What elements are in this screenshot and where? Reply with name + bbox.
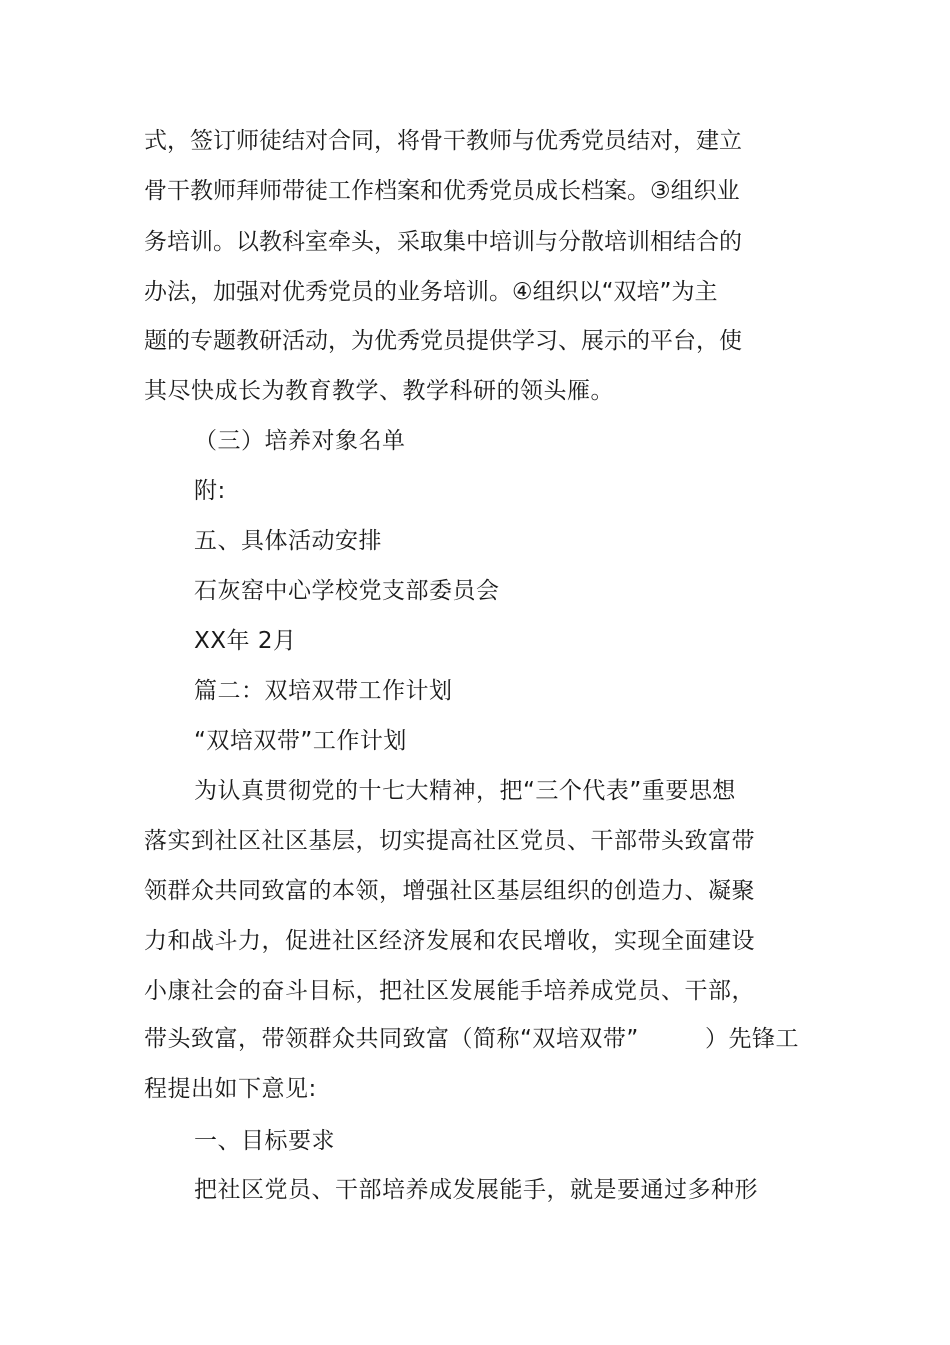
document-title: “双培双带”工作计划: [194, 728, 407, 754]
section-heading: （三）培养对象名单: [194, 428, 406, 454]
body-text-line: 办法，加强对优秀党员的业务培训。④组织以“双培”为主: [144, 279, 718, 305]
body-text-line: 力和战斗力，促进社区经济发展和农民增收，实现全面建设: [144, 928, 755, 954]
body-text-line: 落实到社区社区基层，切实提高社区党员、干部带头致富带: [144, 828, 755, 854]
body-text-line: 式，签订师徒结对合同，将骨干教师与优秀党员结对，建立: [144, 128, 742, 154]
body-text-line: 带头致富，带领群众共同致富（简称“双培双带”: [144, 1026, 639, 1052]
body-text-line: 题的专题教研活动，为优秀党员提供学习、展示的平台，使: [144, 328, 742, 354]
chapter-title: 篇二：双培双带工作计划: [194, 678, 453, 704]
body-text-line: 务培训。以教科室牵头，采取集中培训与分散培训相结合的: [144, 229, 742, 255]
body-text-line: 为认真贯彻党的十七大精神，把“三个代表”重要思想: [194, 778, 736, 804]
appendix-label: 附:: [194, 478, 226, 504]
body-text-line: 领群众共同致富的本领，增强社区基层组织的创造力、凝聚: [144, 878, 755, 904]
body-text-line-continuation: ）先锋工: [705, 1026, 799, 1052]
body-text-line: 程提出如下意见:: [144, 1076, 317, 1102]
section-heading: 一、目标要求: [194, 1128, 335, 1154]
section-heading: 五、具体活动安排: [194, 528, 382, 554]
signature-organization: 石灰窑中心学校党支部委员会: [194, 578, 500, 604]
body-text-line: 小康社会的奋斗目标，把社区发展能手培养成党员、干部，: [144, 978, 755, 1004]
body-text-line: 把社区党员、干部培养成发展能手，就是要通过多种形: [194, 1177, 758, 1203]
signature-date: XX年 2月: [194, 628, 297, 654]
body-text-line: 其尽快成长为教育教学、教学科研的领头雁。: [144, 378, 614, 404]
body-text-line: 骨干教师拜师带徒工作档案和优秀党员成长档案。③组织业: [144, 178, 740, 204]
